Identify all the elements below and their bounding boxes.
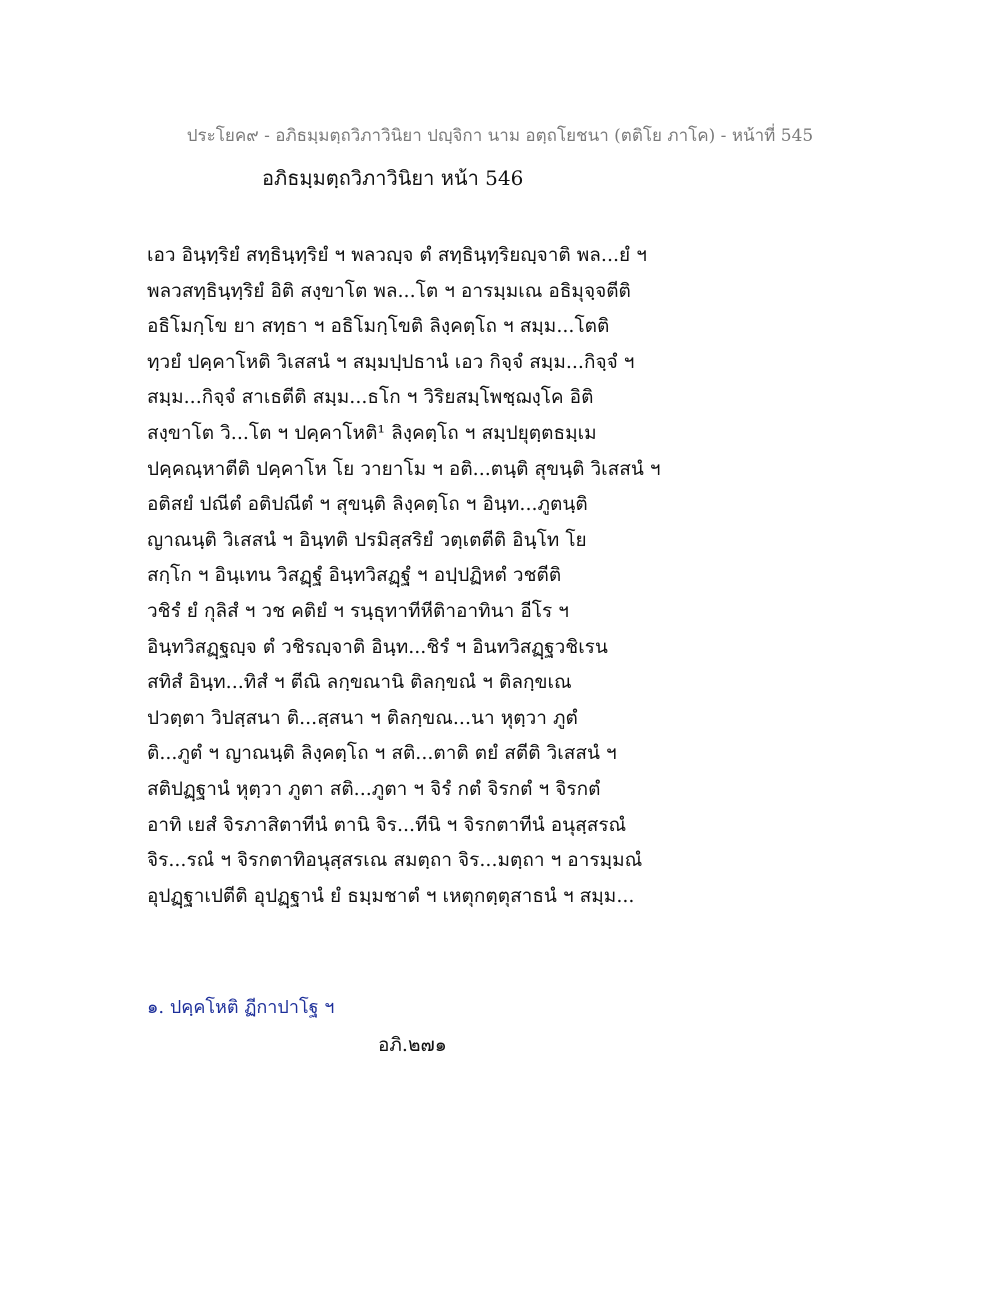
text-line: อาทิ เยสํ จิรภาสิตาทีนํ ตานิ จิร...ทีนิ ฯ จิรกตาทีนํ อนุสฺสรณํ xyxy=(147,813,627,836)
page-title: อภิธมฺมตฺถวิภาวินิยา หน้า 546 xyxy=(262,166,524,190)
text-line: สมฺม...กิจฺจํ สาเธตีติ สมฺม...ธโก ฯ วิริยสมฺโพชฺฌงฺโค อิติ xyxy=(147,386,594,409)
text-line: ปวตฺตา วิปสฺสนา ติ...สฺสนา ฯ ติลกฺขณ...นา หุตฺวา ภูตํ xyxy=(147,706,578,729)
text-line: อติสยํ ปณีตํ อติปณีตํ ฯ สุขนฺติ ลิงฺคตฺโถ ฯ อินฺท...ภูตนฺติ xyxy=(147,493,588,516)
page-reference: อภิ.๒๗๑ xyxy=(378,1034,447,1056)
text-line: เอว อินฺทฺริยํ สทฺธินฺทฺริยํ ฯ พลวญฺจ ตํ สทฺธินฺทฺริยญฺจาติ พล...ยํ ฯ xyxy=(147,244,647,266)
text-line: อธิโมกฺโข ยา สทฺธา ฯ อธิโมกฺโขติ ลิงฺคตฺโถ ฯ สมฺม...โตติ xyxy=(147,315,610,338)
text-line: จิร...รณํ ฯ จิรกตาทิอนุสฺสรเณ สมตฺถา จิร...มตฺถา ฯ อารมฺมณํ xyxy=(147,849,643,872)
text-line: วชิรํ ยํ กุลิสํ ฯ วช คติยํ ฯ รนฺธุทาทีหีติาอาทินา อีโร ฯ xyxy=(147,599,569,622)
text-line: ทฺวยํ ปคฺคาโหติ วิเสสนํ ฯ สมฺมปฺปธานํ เอว กิจฺจํ สมฺม...กิจฺจํ ฯ xyxy=(147,350,635,373)
text-line: สงฺขาโต วิ...โต ฯ ปคฺคาโหติ¹ ลิงฺคตฺโถ ฯ สมฺปยุตฺตธมฺเม xyxy=(147,421,597,444)
text-line: สทิสํ อินฺท...ทิสํ ฯ ตีณิ ลกฺขณานิ ติลกฺขณํ ฯ ติลกฺขเณ xyxy=(147,671,572,694)
text-line: สกฺโก ฯ อินฺเทน วิสฏฺฐํ อินฺทวิสฏฺฐํ ฯ อปฺปฏิหตํ วชตีติ xyxy=(147,564,562,587)
text-line: ปคฺคณฺหาตีติ ปคฺคาโห โย วายาโม ฯ อติ...ตนฺติ สุขนฺติ วิเสสนํ ฯ xyxy=(147,457,661,480)
body-text xyxy=(147,238,707,914)
text-line: ญาณนฺติ วิเสสนํ ฯ อินฺทติ ปรมิสฺสริยํ วตฺเตตีติ อินฺโท โย xyxy=(147,528,587,551)
text-line: สติปฏฺฐานํ หุตฺวา ภูตา สติ...ภูตา ฯ จิรํ กตํ จิรกตํ ฯ จิรกตํ xyxy=(147,777,601,800)
footnote: ๑. ปคฺคโหติ ฏีกาปาโฐ ฯ xyxy=(147,997,335,1018)
text-line: อุปฏฺฐาเปตีติ อุปฏฺฐานํ ยํ ธมฺมชาตํ ฯ เหตุกตฺตุสาธนํ ฯ สมฺม... xyxy=(147,884,635,907)
text-line: อินฺทวิสฏฺฐญฺจ ตํ วชิรญฺจาติ อินฺท...ชิรํ ฯ อินทวิสฏฺฐวชิเรน xyxy=(147,635,608,658)
text-line: พลวสทฺธินฺทฺริยํ อิติ สงฺขาโต พล...โต ฯ อารมฺมเณ อธิมุจฺจตีติ xyxy=(147,279,631,302)
text-line: ติ...ภูตํ ฯ ญาณนฺติ ลิงฺคตฺโถ ฯ สติ...ตาติ ตยํ สตีติ วิเสสนํ ฯ xyxy=(147,742,617,765)
running-header: ประโยค๙ - อภิธมฺมตฺถวิภาวินิยา ปญฺจิกา นาม อตฺถโยชนา (ตติโย ภาโค) - หน้าที่ 545 xyxy=(186,126,814,146)
